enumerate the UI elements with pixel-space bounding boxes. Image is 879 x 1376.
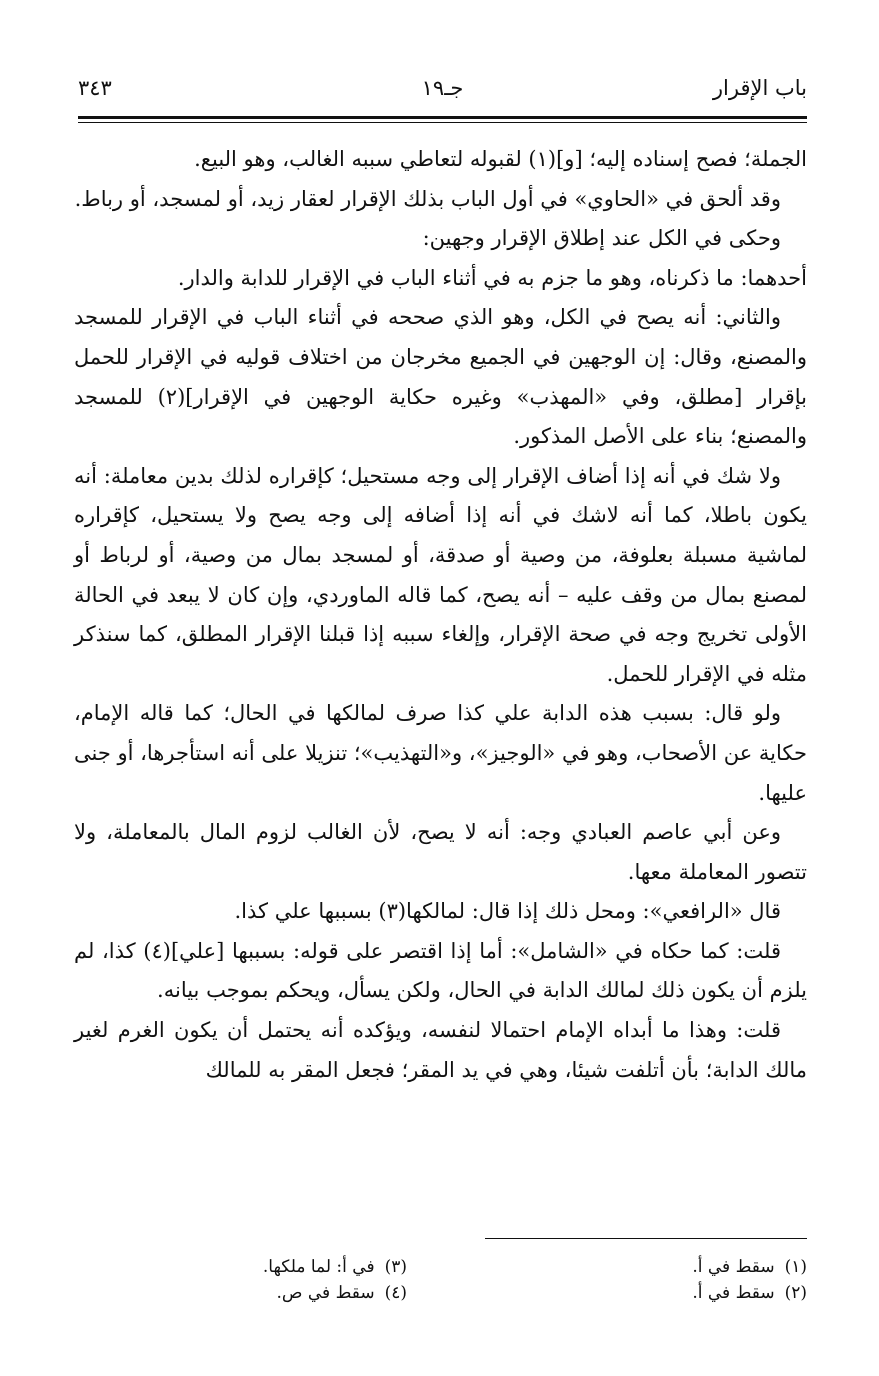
footnote-item [487, 1280, 807, 1306]
page-header [78, 72, 807, 112]
footnote-text: في أ: لما ملكها. [262, 1257, 375, 1277]
paragraph: قلت: كما حكاه في «الشامل»: أما إذا اقتصر على قوله: بسببها [علي](٤) كذا، لم يلزم أن يكون ذلك لمالك الدابة في الحال، ولكن يسأل، ويحكم بموجب بيانه. [74, 938, 807, 1003]
footnote-item [87, 1280, 407, 1306]
paragraph: والثاني: أنه يصح في الكل، وهو الذي صححه في أثناء الباب في الإقرار للمسجد والمصنع، وقال: إن الوجهين في الجميع مخرجان من اختلاف قوليه في الإقرار للحمل بإقرار [مطلق، وفي «المهذب» وغيره حكاية الوجهين في الإقرار](٢) للمسجد والمصنع؛ بناء على الأصل المذكور. [74, 305, 807, 449]
footnote-number: (٢) [784, 1283, 807, 1303]
footnote-number: (١) [784, 1257, 807, 1277]
footnote-item [87, 1254, 407, 1280]
paragraph: قلت: وهذا ما أبداه الإمام احتمالا لنفسه، ويؤكده أنه يحتمل أن يكون الغرم لغير مالك الدابة؛ بأن أتلفت شيئا، وهي في يد المقر؛ فجعل المقر به للمالك [74, 1018, 807, 1082]
footnote-separator [485, 1238, 807, 1239]
paragraph: ولو قال: بسبب هذه الدابة علي كذا صرف لمالكها في الحال؛ كما قاله الإمام، حكاية عن الأصحاب، وهو في «الوجيز»، و«التهذيب»؛ تنزيلا على أنه استأجرها، أو جنى عليها. [73, 701, 807, 805]
paragraph: قال «الرافعي»: ومحل ذلك إذا قال: لمالكها(٣) بسببها علي كذا. [234, 899, 781, 924]
paragraph: وعن أبي عاصم العبادي وجه: أنه لا يصح، لأن الغالب لزوم المال بالمعاملة، ولا تتصور المعاملة معها. [74, 820, 807, 884]
footnote-text: سقط في أ. [692, 1257, 775, 1277]
footnotes-column-right [487, 1254, 807, 1306]
paragraph: وحكى في الكل عند إطلاق الإقرار وجهين: [422, 226, 781, 251]
page-number: ٣٤٣ [78, 76, 112, 100]
section-title: باب الإقرار [712, 76, 807, 100]
body-text [74, 140, 807, 1090]
footnote-number: (٣) [384, 1257, 407, 1277]
footnote-text: سقط في ص. [276, 1283, 375, 1303]
header-rule-thick [78, 116, 807, 119]
paragraph: الجملة؛ فصح إسناده إليه؛ [و](١) لقبوله لتعاطي سببه الغالب، وهو البيع. [194, 147, 807, 171]
paragraph: ولا شك في أنه إذا أضاف الإقرار إلى وجه مستحيل؛ كإقراره لذلك بدين معاملة: أنه يكون باطلا، كما أنه لاشك في أنه إذا أضافه إلى وجه يصح ولا يستحيل، كإقراره لماشية مسبلة بعلوفة، من وصية أو صدقة، أو لمسجد بمال من وصية، أو لرباط أو لمصنع بمال من وقف عليه – أنه يصح، كما قاله الماوردي، وإن كان لا يبعد في الحالة الأولى تخريج وجه في صحة الإقرار، وإلغاء سببه إذا قبلنا الإقرار المطلق، كما سنذكر مثله في الإقرار للحمل. [74, 463, 807, 686]
paragraph: أحدهما: ما ذكرناه، وهو ما جزم به في أثناء الباب في الإقرار للدابة والدار. [177, 265, 807, 290]
header-rule-thin [78, 122, 807, 123]
footnote-text: سقط في أ. [692, 1283, 775, 1303]
volume-number: جـ١٩ [421, 76, 464, 100]
footnote-item [487, 1254, 807, 1280]
footnotes-column-left [87, 1254, 407, 1306]
footnote-number: (٤) [384, 1283, 407, 1303]
paragraph: وقد ألحق في «الحاوي» في أول الباب بذلك الإقرار لعقار زيد، أو لمسجد، أو رباط. [74, 186, 781, 211]
